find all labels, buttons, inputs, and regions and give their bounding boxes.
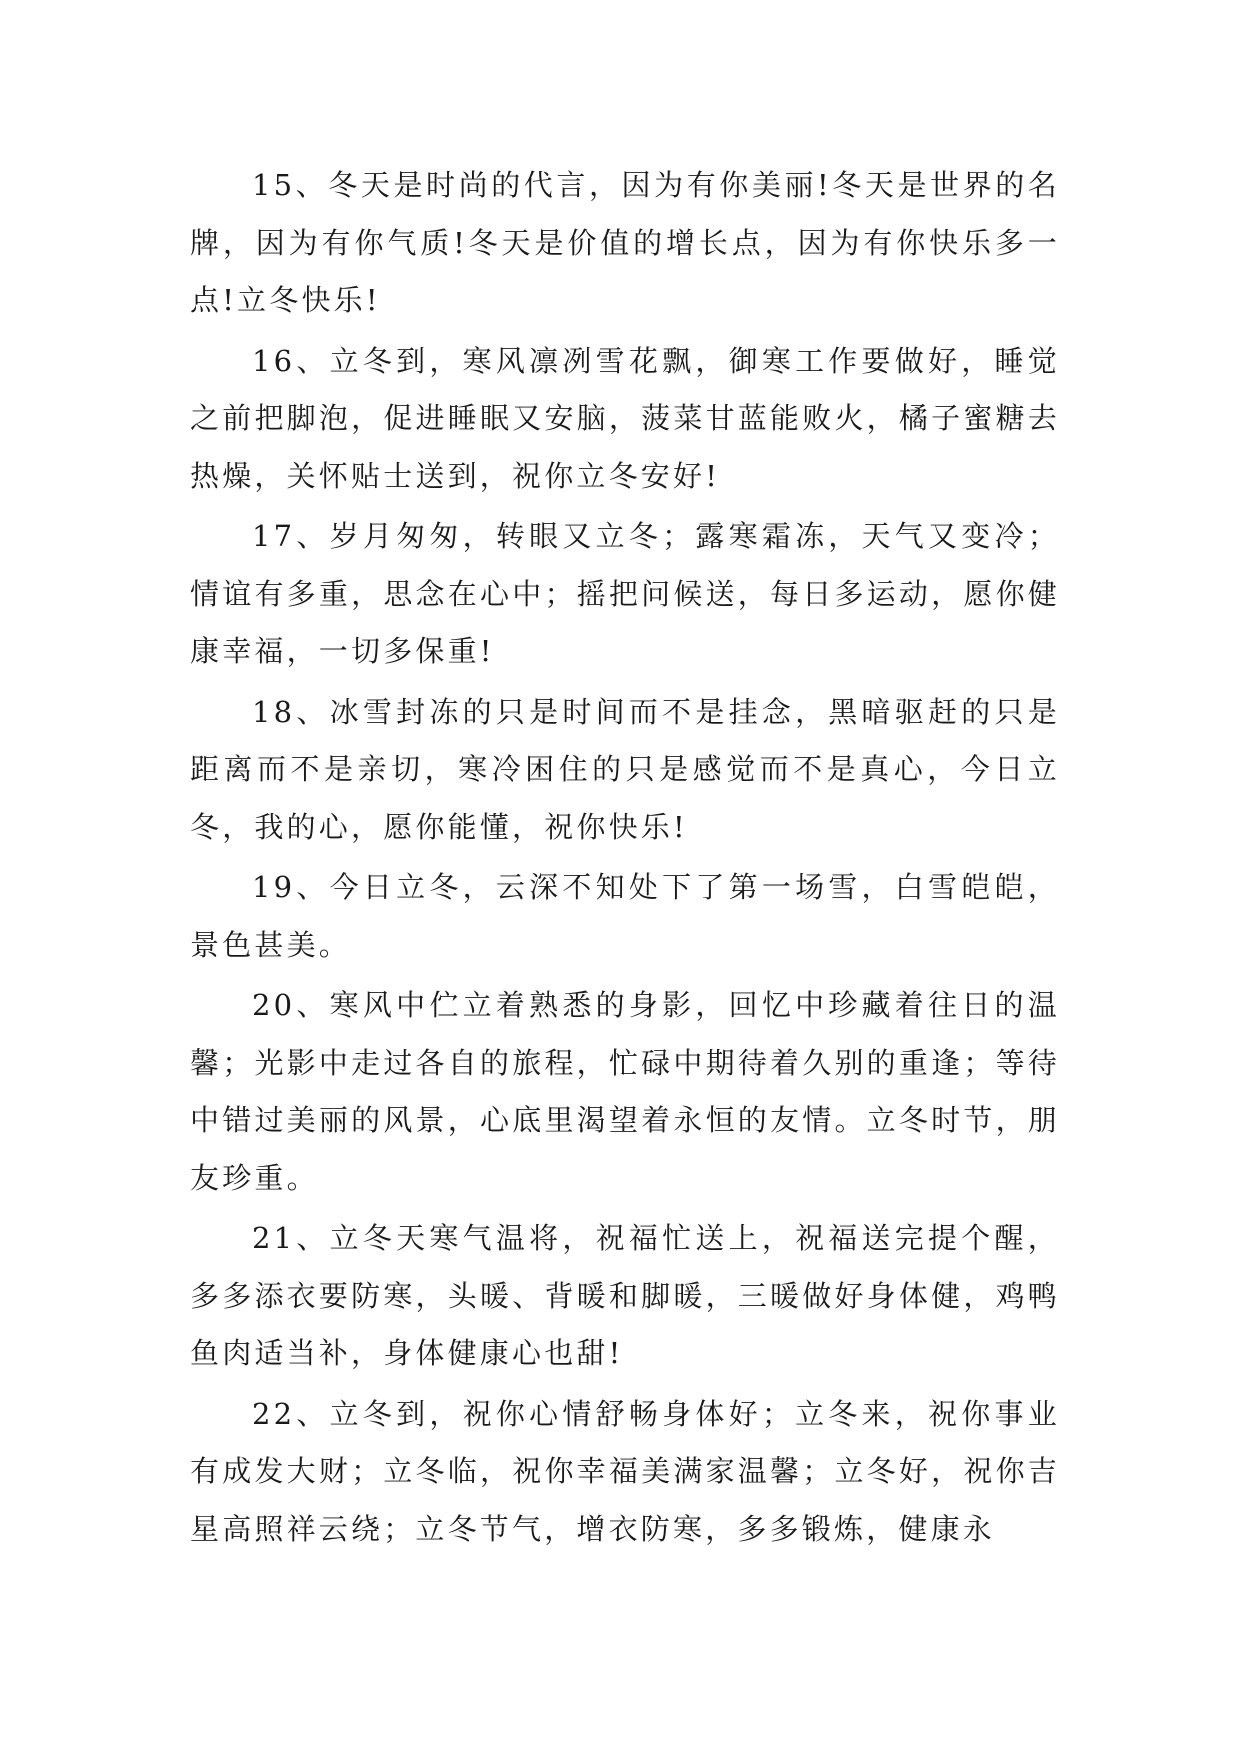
paragraph-22: 22、立冬到，祝你心情舒畅身体好；立冬来，祝你事业有成发大财；立冬临，祝你幸福美满家温馨；立冬好，祝你吉星高照祥云绕；立冬节气，增衣防寒，多多锻炼，健康永 — [190, 1396, 1060, 1546]
paragraph-16: 16、立冬到，寒风凛冽雪花飘，御寒工作要做好，睡觉之前把脚泡，促进睡眠又安脑，菠菜甘蓝能败火，橘子蜜糖去热燥，关怀贴士送到，祝你立冬安好! — [190, 343, 1060, 493]
paragraph-20: 20、寒风中伫立着熟悉的身影，回忆中珍藏着往日的温馨；光影中走过各自的旅程，忙碌中期待着久别的重逢；等待中错过美丽的风景，心底里渴望着永恒的友情。立冬时节，朋友珍重。 — [190, 988, 1060, 1195]
paragraph-21: 21、立冬天寒气温将，祝福忙送上，祝福送完提个醒，多多添衣要防寒，头暖、背暖和脚暖，三暖做好身体健，鸡鸭鱼肉适当补，身体健康心也甜! — [190, 1221, 1060, 1370]
document-body — [190, 157, 1060, 1561]
paragraph-18: 18、冰雪封冻的只是时间而不是挂念，黑暗驱赶的只是距离而不是亲切，寒冷困住的只是感觉而不是真心，今日立冬，我的心，愿你能懂，祝你快乐! — [190, 694, 1060, 844]
paragraph-17: 17、岁月匆匆，转眼又立冬；露寒霜冻，天气又变冷；情谊有多重，思念在心中；摇把问候送，每日多运动，愿你健康幸福，一切多保重! — [190, 519, 1060, 668]
paragraph-19: 19、今日立冬，云深不知处下了第一场雪，白雪皑皑，景色甚美。 — [190, 870, 1060, 962]
paragraph-15: 15、冬天是时尚的代言，因为有你美丽!冬天是世界的名牌，因为有你气质!冬天是价值的增长点，因为有你快乐多一点!立冬快乐! — [190, 168, 1060, 317]
